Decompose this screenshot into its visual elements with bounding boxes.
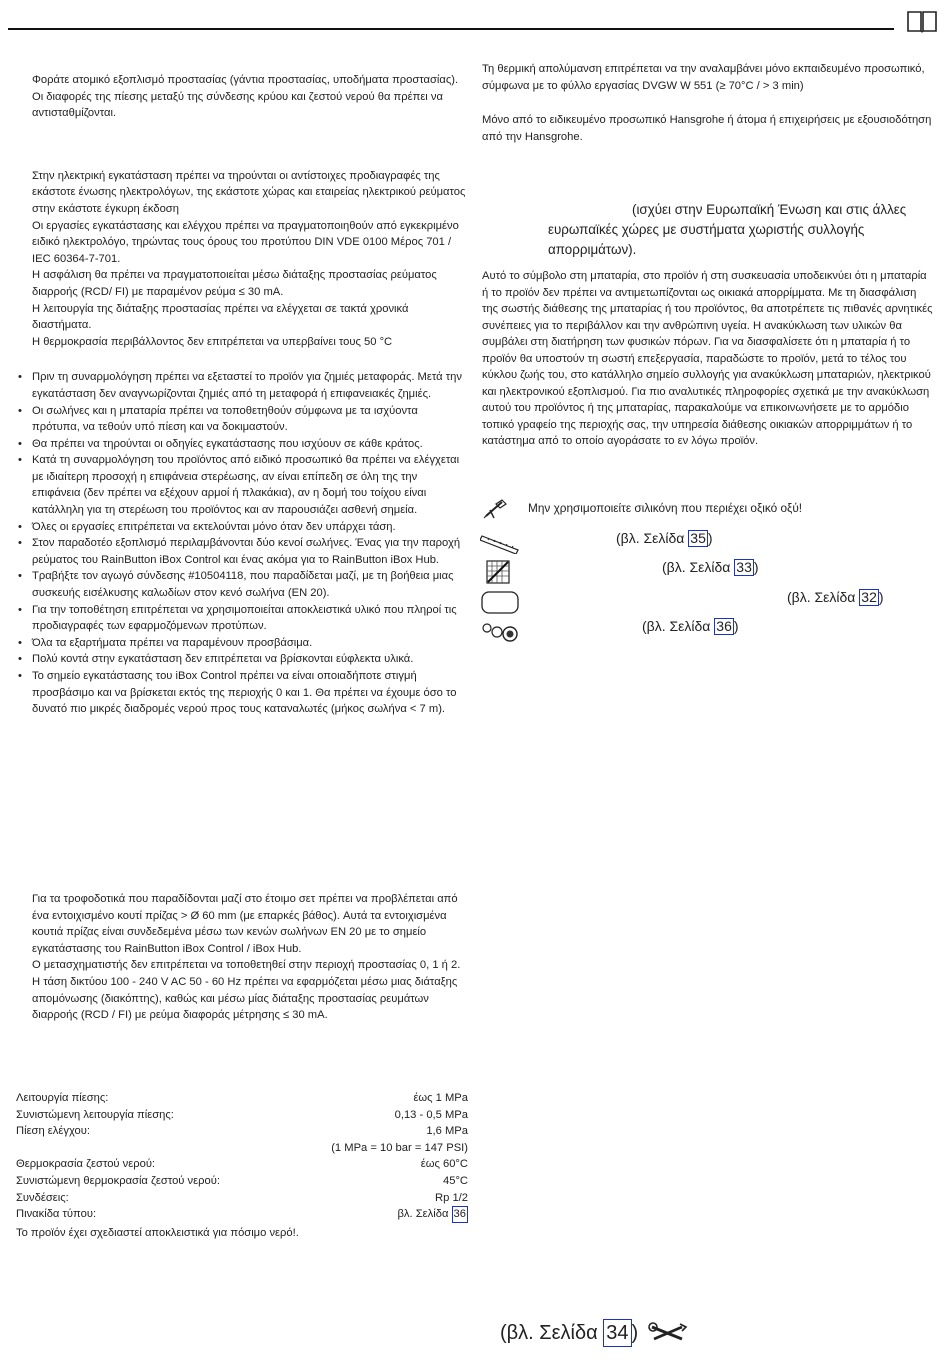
tech-value: Rp 1/2: [435, 1191, 468, 1204]
table-row: [16, 1206, 468, 1223]
page-link[interactable]: 33: [736, 559, 752, 575]
rounded-rect-row: [480, 590, 520, 614]
tile-row: [480, 560, 520, 584]
tech-value: (1 MPa = 10 bar = 147 PSI): [331, 1141, 468, 1154]
table-row: [16, 1090, 468, 1107]
installation-bullets: [0, 369, 468, 717]
tech-label: Πινακίδα τύπου:: [16, 1208, 97, 1221]
page-ref: [787, 587, 884, 607]
tech-label: Συνιστώμενη θερμοκρασία ζεστού νερού:: [16, 1174, 220, 1187]
eu-disposal-note: (ισχύει στην Ευρωπαϊκή Ένωση και στις άλλες ευρωπαϊκές χώρες με συστήματα χωριστής συλλογής απορριμάτων).: [548, 202, 907, 257]
page-ref-prefix: βλ. Σελίδα: [397, 1208, 449, 1221]
page-link[interactable]: 36: [716, 618, 732, 634]
authorized-personnel-text: Μόνο από το ειδικευμένο προσωπικό Hansgrohe ή άτομα ή επιχειρήσεις με εξουσιοδότηση από την Hansgrohe.: [482, 114, 932, 143]
page-ref-suffix: ): [631, 1322, 639, 1344]
book-icon: [906, 9, 938, 33]
tile-cutting-icon: [480, 560, 520, 584]
technical-data: [16, 1090, 468, 1241]
page-ref: [642, 616, 739, 636]
electrical-paragraph: Η ασφάλιση θα πρέπει να πραγματοποιείται μέσω διάταξης προστασίας ρεύματος διαρροής (RCD/ FI) με παραμένον ρεύμα ≤ 30 mA.: [32, 269, 437, 298]
tech-label: Λειτουργία πίεσης:: [16, 1092, 109, 1104]
list-item: • Θα πρέπει να τηρούνται οι οδηγίες εγκατάστασης που ισχύουν σε κάθε κράτος.: [0, 436, 468, 453]
weee-text: Αυτό το σύμβολο στη μπαταρία, στο προϊόν ή στη συσκευασία υποδεικνύει ότι η μπαταρία ή το προϊόν δεν πρέπει να αντιμετωπίζονται ως οικιακά απορρίμματα. Με τη διασφάλιση της σωστής διάθεσης της μπαταρίας ή του προϊόντος, θα αποτρέπετε τις πιθανές αρνητικές συνέπειες για το περιβάλλον και την ανθρώπινη υγεία. Η ανακύκλωση των υλικών θα συμβάλει στη διατήρηση των φυσικών πόρων. Για να διασφαλίσετε ότι η μπαταρία ή το προϊόν θα υποστούν τη σωστή επεξεργασία, παραδώστε το προϊόν, μετά το τέλος του κύκλου ζωής του, στο κατάλληλο σημείο συλλογής για ανακύκλωση μπαταριών, ηλεκτρικού και ηλεκτρονικού εξοπλισμού. Για πιο αναλυτικές πληροφορίες σχετικά με την ανακύκλωση αυτού του προϊόντος ή της μπαταρίας, παρακαλούμε να επικοινωνήσετε με το αρμόδιο τοπικό γραφείο της περιοχής σας, την υπηρεσία διάθεσης οικιακών απορριμμάτων ή το κατάστημα από το οποίο αγοράσατε το εν λόγω προϊόν.: [482, 270, 933, 447]
table-row: [16, 1123, 468, 1140]
tech-value: 0,13 - 0,5 MPa: [394, 1108, 468, 1121]
left-column: [0, 72, 468, 718]
safety-ppe-text: Φοράτε ατομικό εξοπλισμό προστασίας (γάντια προστασίας, υποδήματα προστασίας).: [32, 74, 459, 86]
electrical-paragraph: Οι εργασίες εγκατάστασης και ελέγχου πρέπει να πραγματοποιηθούν από εγκεκριμένο ειδικό ηλεκτρολόγο, τηρώντας τους όρους του προτύπου DIN VDE 0100 Μέρος 701 / IEC 60364-7-701.: [32, 219, 459, 265]
power-paragraph: Η τάση δικτύου 100 - 240 V AC 50 - 60 Hz πρέπει να εφαρμόζεται μέσω μιας διάταξης απομόνωσης (διακόπτης), καθώς και μέσω μίας διάταξης προστασίας ρευμάτων διαρροής (RCD / FI) με ρεύμα διαφοράς μέτρησης ≤ 30 mA.: [32, 975, 458, 1022]
electrical-paragraph: Στην ηλεκτρική εγκατάσταση πρέπει να τηρούνται οι αντίστοιχες προδιαγραφές της εκάστοτε ένωσης ηλεκτρολόγων, της εκάστοτε χώρας και εταιρείας ηλεκτρικού ρεύματος στην εκάστοτε έγκυρη έκδοση: [32, 169, 466, 215]
silicone-gun-icon: [480, 496, 520, 520]
list-item: • Κατά τη συναρμολόγηση του προϊόντος από ειδικό προσωπικό θα πρέπει να ελέγχεται με ιδιαίτερη προσοχή η επιφάνεια στερέωσης, αν είναι επίπεδη σε όλη της την επιφάνεια (δεν πρέπει να εξέχουν αρμοί ή πλακάκια), αν η δομή του τοίχου είναι κατάλληλη για τη στερέωση του προϊόντος και αν παρουσιάζει ασθενή σημεία.: [0, 452, 468, 518]
spare-parts-icon: [480, 620, 520, 644]
power-supply-section: [0, 891, 468, 1024]
right-column: [482, 61, 934, 145]
tech-value: [398, 1206, 469, 1223]
tech-label: Θερμοκρασία ζεστού νερού:: [16, 1158, 156, 1171]
tech-value: έως 60°C: [420, 1158, 468, 1171]
ruler-icon: [480, 530, 520, 554]
tech-label: Πίεση ελέγχου:: [16, 1125, 90, 1138]
drinking-water-note: Το προϊόν έχει σχεδιαστεί αποκλειστικά για πόσιμο νερό!.: [16, 1226, 299, 1239]
page-ref-suffix: ): [733, 618, 739, 634]
list-item: • Στον παραδοτέο εξοπλισμό περιλαμβάνονται δύο κενοί σωλήνες. Ένας για την παροχή ρεύματος του RainButton iBox Control και ένας ακόμα για το RainButton iBox Hub.: [0, 535, 468, 568]
electrical-paragraph: Η λειτουργία της διάταξης προστασίας πρέπει να ελέγχεται σε τακτά χρονικά διαστήματα.: [32, 302, 409, 332]
thermal-disinfection-text: Τη θερμική απολύμανση επιτρέπεται να την αναλαμβάνει μόνο εκπαιδευμένο προσωπικό, σύμφωνα με το φύλλο εργασίας DVGW W 551 (≥ 70°C / > 3 min): [482, 63, 925, 92]
page-ref: [662, 557, 759, 577]
table-row: [16, 1173, 468, 1190]
table-row: [16, 1140, 468, 1157]
tech-value: 1,6 MPa: [426, 1125, 468, 1138]
list-item: • Οι σωλήνες και η μπαταρία πρέπει να τοποθετηθούν σύμφωνα με τα ισχύοντα πρότυπα, να τεθούν υπό πίεση και να δοκιμαστούν.: [0, 403, 468, 436]
header-rule: [8, 28, 894, 30]
power-paragraph: Για τα τροφοδοτικά που παραδίδονται μαζί στο έτοιμο σετ πρέπει να προβλέπεται από ένα εντοιχισμένο κουτί πρίζας > Ø 60 mm (με επαρκές βάθος). Αυτά τα εντοιχισμένα κουτιά πρίζας είναι συνδεδεμένα μέσω των κενών σωλήνων EN 20 με το σημείο εγκατάστασης του RainButton iBox Control / iBox Hub.: [32, 893, 458, 955]
table-row: [16, 1107, 468, 1124]
electrical-section: [0, 168, 468, 351]
page-ref-suffix: ): [707, 530, 713, 546]
page-ref: [616, 528, 713, 548]
tech-label: Συνδέσεις:: [16, 1191, 69, 1204]
silicone-row: [480, 496, 802, 520]
page-ref-prefix: (βλ. Σελίδα: [787, 589, 856, 605]
page-ref-prefix: (βλ. Σελίδα: [616, 530, 685, 546]
page-ref-suffix: ): [878, 589, 884, 605]
parts-row: [480, 620, 520, 644]
list-item: • Τραβήξτε τον αγωγό σύνδεσης #10504118, που παραδίδεται μαζί, με τη βοήθεια μιας συσκευής εισέλκυσης καλωδίων στον κενό σωλήνα (EN 20).: [0, 568, 468, 601]
cover-plate-icon: [480, 590, 520, 614]
table-row: [16, 1190, 468, 1207]
bottom-page-ref: [500, 1318, 638, 1348]
page-link[interactable]: 32: [861, 589, 877, 605]
list-item: • Όλα τα εξαρτήματα πρέπει να παραμένουν προσβάσιμα.: [0, 635, 468, 652]
electrical-paragraph: Η θερμοκρασία περιβάλλοντος δεν επιτρέπεται να υπερβαίνει τους 50 °C: [32, 335, 393, 348]
tech-value: έως 1 MPa: [413, 1092, 468, 1104]
page-ref-suffix: ): [753, 559, 759, 575]
page-ref-prefix: (βλ. Σελίδα: [642, 618, 711, 634]
list-item: • Πολύ κοντά στην εγκατάσταση δεν επιτρέπεται να βρίσκονται εύφλεκτα υλικά.: [0, 651, 468, 668]
ruler-row: [480, 530, 520, 554]
list-item: • Για την τοποθέτηση επιτρέπεται να χρησιμοποιείται αποκλειστικά υλικό που πληροί τις προδιαγραφές των εφαρμοζόμενων προτύπων.: [0, 602, 468, 635]
tech-value: 45°C: [443, 1174, 468, 1187]
page-link[interactable]: 34: [603, 1319, 631, 1347]
page-ref-prefix: (βλ. Σελίδα: [500, 1322, 598, 1344]
page-link[interactable]: 35: [690, 530, 706, 546]
list-item: • Όλες οι εργασίες επιτρέπεται να εκτελούνται μόνο όταν δεν υπάρχει τάση.: [0, 519, 468, 536]
page-link[interactable]: 36: [452, 1206, 468, 1223]
safety-pressure-text: Οι διαφορές της πίεσης μεταξύ της σύνδεσης κρύου και ζεστού νερού θα πρέπει να αντισταθμίζονται.: [32, 90, 443, 120]
power-paragraph: Ο μετασχηματιστής δεν επιτρέπεται να τοποθετηθεί στην περιοχή προστασίας 0, 1 ή 2.: [32, 959, 461, 972]
list-item: • Το σημείο εγκατάστασης του iBox Control πρέπει να είναι οποιαδήποτε στιγμή προσβάσιμο και να βρίσκεται εκτός της περιοχής 0 και 1. Θα πρέπει να έχουμε όσο το δυνατό πιο μικρές διαδρομές νερού προς τους καταναλωτές (μήκος σωλήνα < 7 m).: [0, 668, 468, 718]
wrench-icon: [648, 1320, 688, 1346]
list-item: • Πριν τη συναρμολόγηση πρέπει να εξεταστεί το προϊόν για ζημιές μεταφοράς. Μετά την εγκατάσταση δεν αναγνωρίζονται ζημιές από τη μεταφορά ή επιφανειακές ζημιές.: [0, 369, 468, 402]
table-row: [16, 1156, 468, 1173]
page-ref-prefix: (βλ. Σελίδα: [662, 559, 731, 575]
tech-label: Συνιστώμενη λειτουργία πίεσης:: [16, 1108, 174, 1121]
silicone-warning: Μην χρησιμοποιείτε σιλικόνη που περιέχει οξικό οξύ!: [528, 500, 803, 515]
